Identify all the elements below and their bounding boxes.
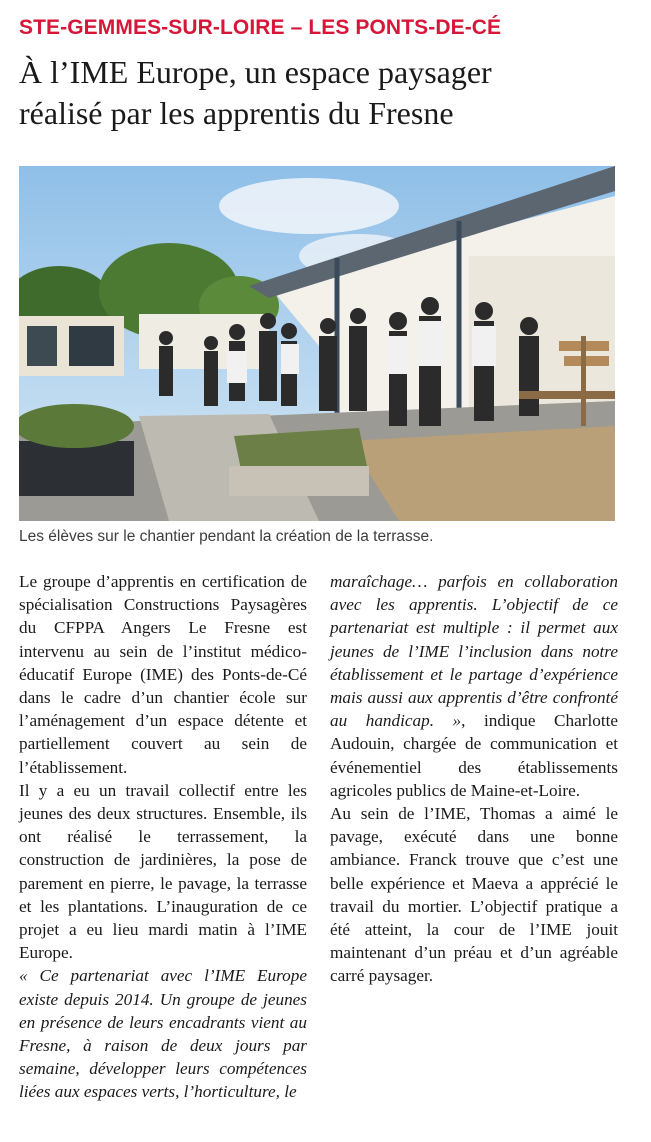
headline-line-1: À l’IME Europe, un espace paysager — [19, 54, 492, 90]
article-column-right — [330, 570, 618, 988]
article-headline — [19, 52, 634, 134]
article-kicker: STE-GEMMES-SUR-LOIRE – LES PONTS-DE-CÉ — [19, 16, 502, 39]
paragraph-quote — [19, 964, 307, 1103]
paragraph-2: Il y a eu un travail collectif entre les jeunes des deux structures. Ensemble, ils ont réalisé le terrassement, la construction de jardinières, la pose de parement en pierre, le pavage, la terrasse et les plantations. L’inauguration de ce projet a eu lieu mardi matin à l’IME Europe. — [19, 780, 307, 963]
paragraph-4: Au sein de l’IME, Thomas a aimé le pavage, exécuté dans une bonne ambiance. Franck trouve que c’est une belle expérience et Maeva a apprécié le travail du mortier. L’objectif pratique a été atteint, la cour de l’IME jouit maintenant d’un préau et d’un agréable carré paysager. — [330, 804, 618, 986]
quote-text: « Ce partenariat avec l’IME Europe existe depuis 2014. Un groupe de jeunes en présence de leurs encadrants vient au Fresne, à raison de deux jours par semaine, développer leurs compétences liées aux espaces verts, l’horticulture, le — [19, 966, 307, 1102]
headline-line-2: réalisé par les apprentis du Fresne — [19, 95, 454, 131]
article-column-left — [19, 570, 307, 1104]
paragraph-quote-continued — [330, 570, 618, 802]
quote-text-continued: maraîchage… parfois en collaboration avec les apprentis. L’objectif de ce partenariat est multiple : il permet aux jeunes de l’IME l’inclusion dans notre établissement et le partage d’expérience mais aussi aux apprentis d’être confronté au handicap. » — [330, 572, 618, 731]
paragraph-1: Le groupe d’apprentis en certification de spécialisation Constructions Paysagères du CFPPA Angers Le Fresne est intervenu au sein de l’institut médico-éducatif Europe (IME) des Ponts-de-Cé dans le cadre d’un chantier école sur l’aménagement d’un espace détente et partiellement couvert au sein de l’établissement. — [19, 572, 307, 777]
photo-illustration — [19, 166, 615, 521]
quote-attribution: , indique Charlotte Audouin, chargée de communication et événementiel des établissements agricoles publics de Maine-et-Loire. — [330, 711, 619, 800]
photo-caption: Les élèves sur le chantier pendant la création de la terrasse. — [19, 528, 434, 545]
article-photo — [19, 166, 615, 521]
